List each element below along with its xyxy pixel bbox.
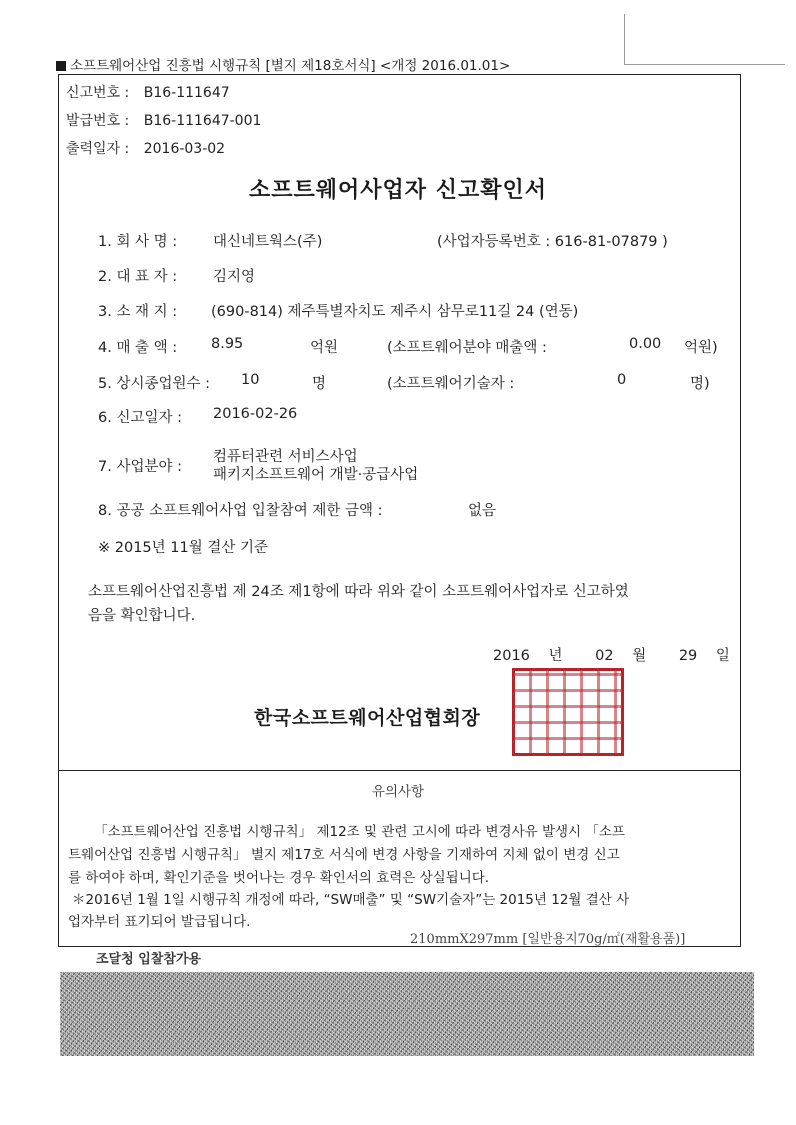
procurement-use-stamp: 조달청 입찰참가용 bbox=[96, 952, 201, 967]
notice-line-5: 업자부터 표기되어 발급됩니다. bbox=[68, 914, 251, 930]
sw-sales-value: 0.00 bbox=[629, 336, 662, 352]
issue-number-label: 발급번호 : bbox=[66, 113, 130, 129]
sw-sales-label: (소프트웨어분야 매출액 : bbox=[387, 340, 547, 356]
notice-title: 유의사항 bbox=[371, 784, 425, 800]
representative-name: 김지영 bbox=[213, 269, 256, 285]
issue-number-row bbox=[66, 110, 261, 130]
issuer-name: 한국소프트웨어산업협회장 bbox=[254, 707, 481, 729]
notice-line-3: 를 하여야 하며, 확인기준을 벗어나는 경우 확인서의 효력은 상실됩니다. bbox=[68, 870, 490, 886]
statement-line-2: 음을 확인합니다. bbox=[88, 608, 196, 624]
business-registration-number: (사업자등록번호 : 616-81-07879 ) bbox=[437, 234, 668, 250]
bid-limit-value: 없음 bbox=[468, 503, 497, 519]
employees-label: 5. 상시종업원수 : bbox=[98, 376, 210, 392]
confirm-year-unit: 년 bbox=[548, 648, 563, 664]
employees-unit: 명 bbox=[312, 376, 327, 392]
scan-noise-band bbox=[60, 972, 754, 1056]
print-date: 2016-03-02 bbox=[143, 141, 226, 157]
paper-spec: 210mmX297mm [일반용지70g/㎡(재활용품)] bbox=[410, 932, 686, 947]
address: (690-814) 제주특별자치도 제주시 삼무로11길 24 (연동) bbox=[211, 304, 579, 320]
confirm-date bbox=[493, 644, 730, 665]
confirm-year: 2016 bbox=[493, 648, 530, 664]
employees-value: 10 bbox=[241, 372, 260, 388]
official-seal-stamp bbox=[512, 668, 624, 756]
report-number: B16-111647 bbox=[143, 85, 230, 101]
basis-note: ※ 2015년 11월 결산 기준 bbox=[98, 540, 268, 556]
representative-label: 2. 대 표 자 : bbox=[98, 269, 178, 285]
report-number-label: 신고번호 : bbox=[66, 85, 130, 101]
form-header bbox=[56, 54, 510, 74]
notice-line-1: 「소프트웨어산업 진흥법 시행규칙」 제12조 및 관련 고시에 따라 변경사유 발생시 「소프 bbox=[94, 824, 625, 840]
issue-number: B16-111647-001 bbox=[143, 113, 262, 129]
sales-unit: 억원 bbox=[310, 340, 339, 356]
statement-line-1: 소프트웨어산업진흥법 제 24조 제1항에 따라 위와 같이 소프트웨어사업자로 신고하였 bbox=[88, 584, 629, 600]
print-date-row bbox=[66, 138, 225, 158]
notice-line-2: 트웨어산업 진흥법 시행규칙」 별지 제17호 서식에 변경 사항을 기재하여 지체 없이 변경 신고 bbox=[68, 847, 620, 863]
confirm-day: 29 bbox=[678, 648, 698, 664]
report-number-row bbox=[66, 82, 230, 102]
sw-engineers-unit: 명) bbox=[690, 376, 710, 392]
address-label: 3. 소 재 지 : bbox=[98, 304, 178, 320]
company-name: 대신네트웍스(주) bbox=[213, 234, 323, 250]
business-field-2: 패키지소프트웨어 개발·공급사업 bbox=[213, 467, 419, 483]
report-date: 2016-02-26 bbox=[213, 406, 298, 422]
sw-sales-unit: 억원) bbox=[684, 340, 718, 356]
sales-value: 8.95 bbox=[211, 336, 244, 352]
confirm-day-unit: 일 bbox=[715, 648, 730, 664]
sw-engineers-label: (소프트웨어기술자 : bbox=[387, 376, 515, 392]
report-date-label: 6. 신고일자 : bbox=[98, 410, 182, 426]
square-bullet-icon bbox=[56, 61, 66, 71]
notice-line-4: ＊2016년 1월 1일 시행규칙 개정에 따라, “SW매출” 및 “SW기술자”는 2015년 12월 결산 사 bbox=[72, 892, 630, 908]
company-label: 1. 회 사 명 : bbox=[98, 234, 178, 250]
confirm-month: 02 bbox=[595, 648, 614, 664]
corner-margin-box bbox=[624, 14, 785, 65]
bid-limit-label: 8. 공공 소프트웨어사업 입찰참여 제한 금액 : bbox=[98, 503, 383, 519]
document-title: 소프트웨어사업자 신고확인서 bbox=[249, 178, 547, 203]
sales-label: 4. 매 출 액 : bbox=[98, 340, 178, 356]
form-header-text: 소프트웨어산업 진흥법 시행규칙 [별지 제18호서식] <개정 2016.01.01> bbox=[70, 58, 511, 74]
sw-engineers-value: 0 bbox=[617, 372, 627, 388]
business-field-label: 7. 사업분야 : bbox=[98, 459, 182, 475]
business-field-1: 컴퓨터관련 서비스사업 bbox=[213, 449, 358, 465]
confirm-month-unit: 월 bbox=[632, 648, 647, 664]
notice-divider bbox=[58, 770, 741, 771]
print-date-label: 출력일자 : bbox=[66, 141, 130, 157]
